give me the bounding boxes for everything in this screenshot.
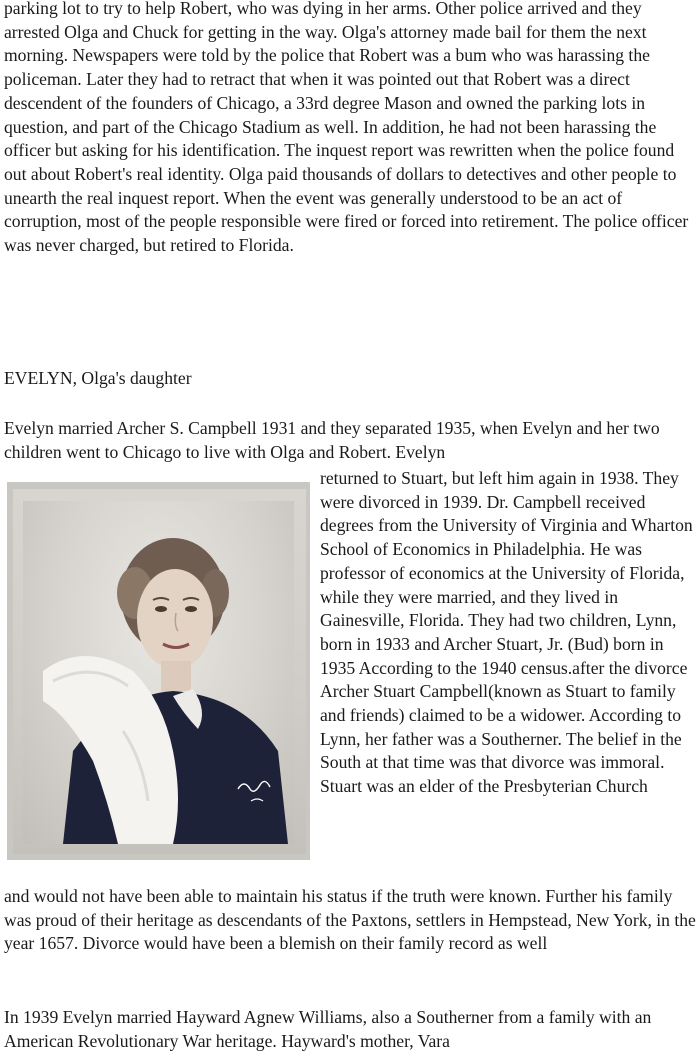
section-heading: EVELYN, Olga's daughter	[4, 368, 192, 388]
marriage-paragraph-wrap: returned to Stuart, but left him again in 1938. They were divorced in 1939. Dr. Campbell received degrees from the University of Virginia and Wharton School of Economics in Philadelphia. He was professor of economics at the University of Florida, while they were married, and they lived in Gainesville, Florida. They had two children, Lynn, born in 1933 and Archer Stuart, Jr. (Bud) born in 1935 According to the 1940 census.after the divorce Archer Stuart Campbell(known as Stuart to family and friends) claimed to be a widower. According to Lynn, her father was a Southerner. The belief in the South at that time was that divorce was immoral. Stuart was an elder of the Presbyterian Church	[320, 468, 693, 797]
second-marriage-paragraph: In 1939 Evelyn married Hayward Agnew Williams, also a Southerner from a family with an American Revolutionary War heritage. Hayward's mother, Vara	[4, 1007, 652, 1051]
intro-paragraph: parking lot to try to help Robert, who was dying in her arms. Other police arrived and they arrested Olga and Chuck for getting in the way. Olga's attorney made bail for them the next morning. Newspapers were told by the police that Robert was a bum who was harassing the policeman. Later they had to retract that when it was pointed out that Robert was a direct descendent of the founders of Chicago, a 33rd degree Mason and owned the parking lots in question, and part of the Chicago Stadium as well. In addition, he had not been harassing the officer but asking for his identification. The inquest report was rewritten when the police found out about Robert's real identity. Olga paid thousands of dollars to detectives and other people to unearth the real inquest report. When the event was generally understood to be an act of corruption, most of the people responsible were fired or forced into retirement. The police officer was never charged, but retired to Florida.	[4, 0, 689, 256]
portrait-drawing	[23, 501, 294, 844]
marriage-paragraph-top: Evelyn married Archer S. Campbell 1931 and they separated 1935, when Evelyn and her two children went to Chicago to live with Olga and Robert. Evelyn	[4, 418, 660, 462]
marriage-paragraph-bottom: and would not have been able to maintain his status if the truth were known. Further his family was proud of their heritage as descendants of the Paxtons, settlers in Hempstead, New York, in the year 1657. Divorce would have been a blemish on their family record as well	[4, 886, 696, 954]
photo-mat	[13, 489, 306, 854]
portrait-photograph	[7, 482, 310, 860]
photo-image	[23, 501, 294, 844]
